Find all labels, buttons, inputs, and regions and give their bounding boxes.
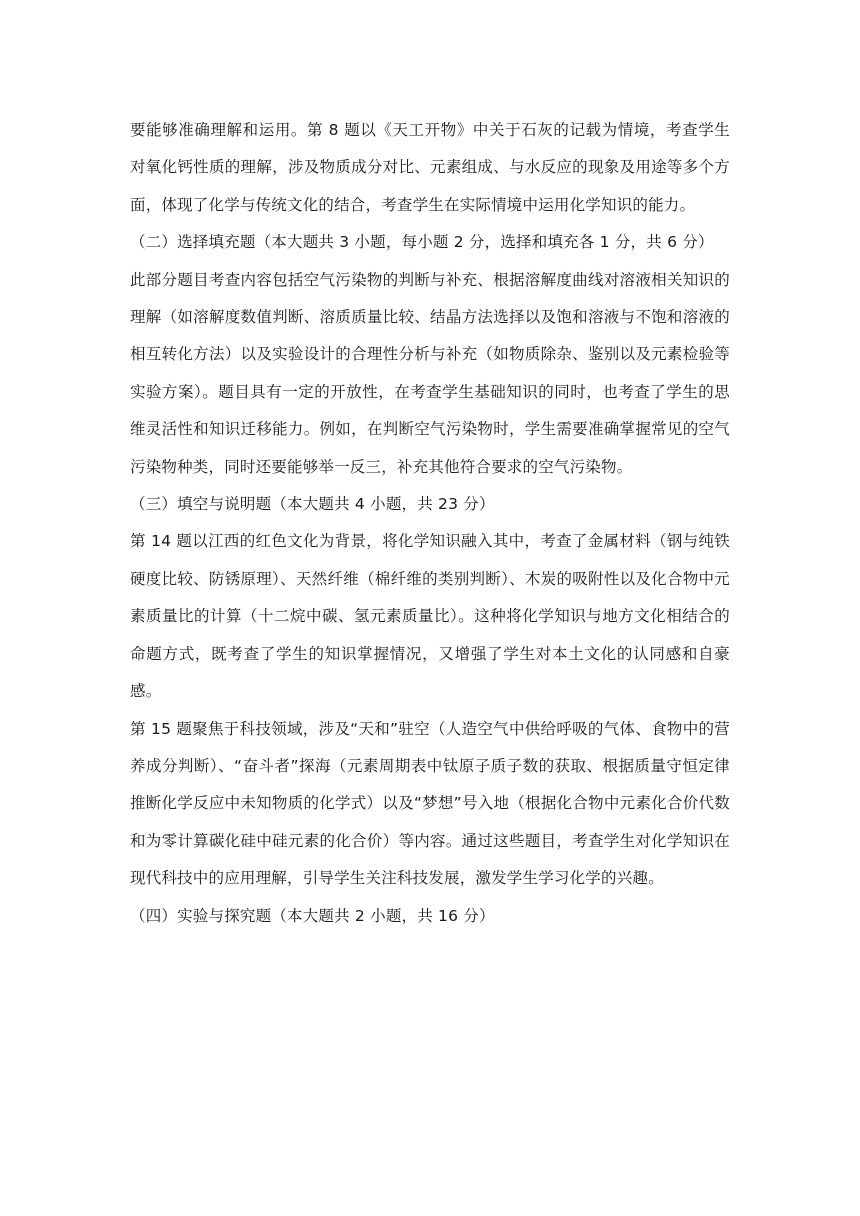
section-heading-experiment-inquiry: （四）实验与探究题（本大题共 2 小题，共 16 分） xyxy=(130,906,495,925)
paragraph-question-8-analysis: 要能够准确理解和运用。第 8 题以《天工开物》中关于石灰的记载为情境，考查学生对氧化钙性质的理解，涉及物质成分对比、元素组成、与水反应的现象及用途等多个方面，体现了化学与传统文化的结合，考查学生在实际情境中运用化学知识的能力。 xyxy=(130,121,730,214)
section-heading-choice-fill: （二）选择填充题（本大题共 3 小题，每小题 2 分，选择和填充各 1 分，共 6 分） xyxy=(130,233,714,252)
section-heading-fill-explain: （三）填空与说明题（本大题共 4 小题，共 23 分） xyxy=(130,495,495,514)
paragraph-question-14-analysis: 第 14 题以江西的红色文化为背景，将化学知识融入其中，考查了金属材料（钢与纯铁硬度比较、防锈原理）、天然纤维（棉纤维的类别判断）、木炭的吸附性以及化合物中元素质量比的计算（十二烷中碳、氢元素质量比）。这种将化学知识与地方文化相结合的命题方式，既考查了学生的知识掌握情况，又增强了学生对本土文化的认同感和自豪感。 xyxy=(130,532,730,701)
paragraph-choice-fill-analysis: 此部分题目考查内容包括空气污染物的判断与补充、根据溶解度曲线对溶液相关知识的理解（如溶解度数值判断、溶质质量比较、结晶方法选择以及饱和溶液与不饱和溶液的相互转化方法）以及实验设计的合理性分析与补充（如物质除杂、鉴别以及元素检验等实验方案）。题目具有一定的开放性，在考查学生基础知识的同时，也考查了学生的思维灵活性和知识迁移能力。例如，在判断空气污染物时，学生需要准确掌握常见的空气污染物种类，同时还要能够举一反三，补充其他符合要求的空气污染物。 xyxy=(130,270,730,476)
document-page xyxy=(130,112,730,935)
paragraph-question-15-analysis: 第 15 题聚焦于科技领域，涉及“天和”驻空（人造空气中供给呼吸的气体、食物中的营养成分判断）、“奋斗者”探海（元素周期表中钛原子质子数的获取、根据质量守恒定律推断化学反应中未知物质的化学式）以及“梦想”号入地（根据化合物中元素化合价代数和为零计算碳化硅中硅元素的化合价）等内容。通过这些题目，考查学生对化学知识在现代科技中的应用理解，引导学生关注科技发展，激发学生学习化学的兴趣。 xyxy=(130,719,730,888)
